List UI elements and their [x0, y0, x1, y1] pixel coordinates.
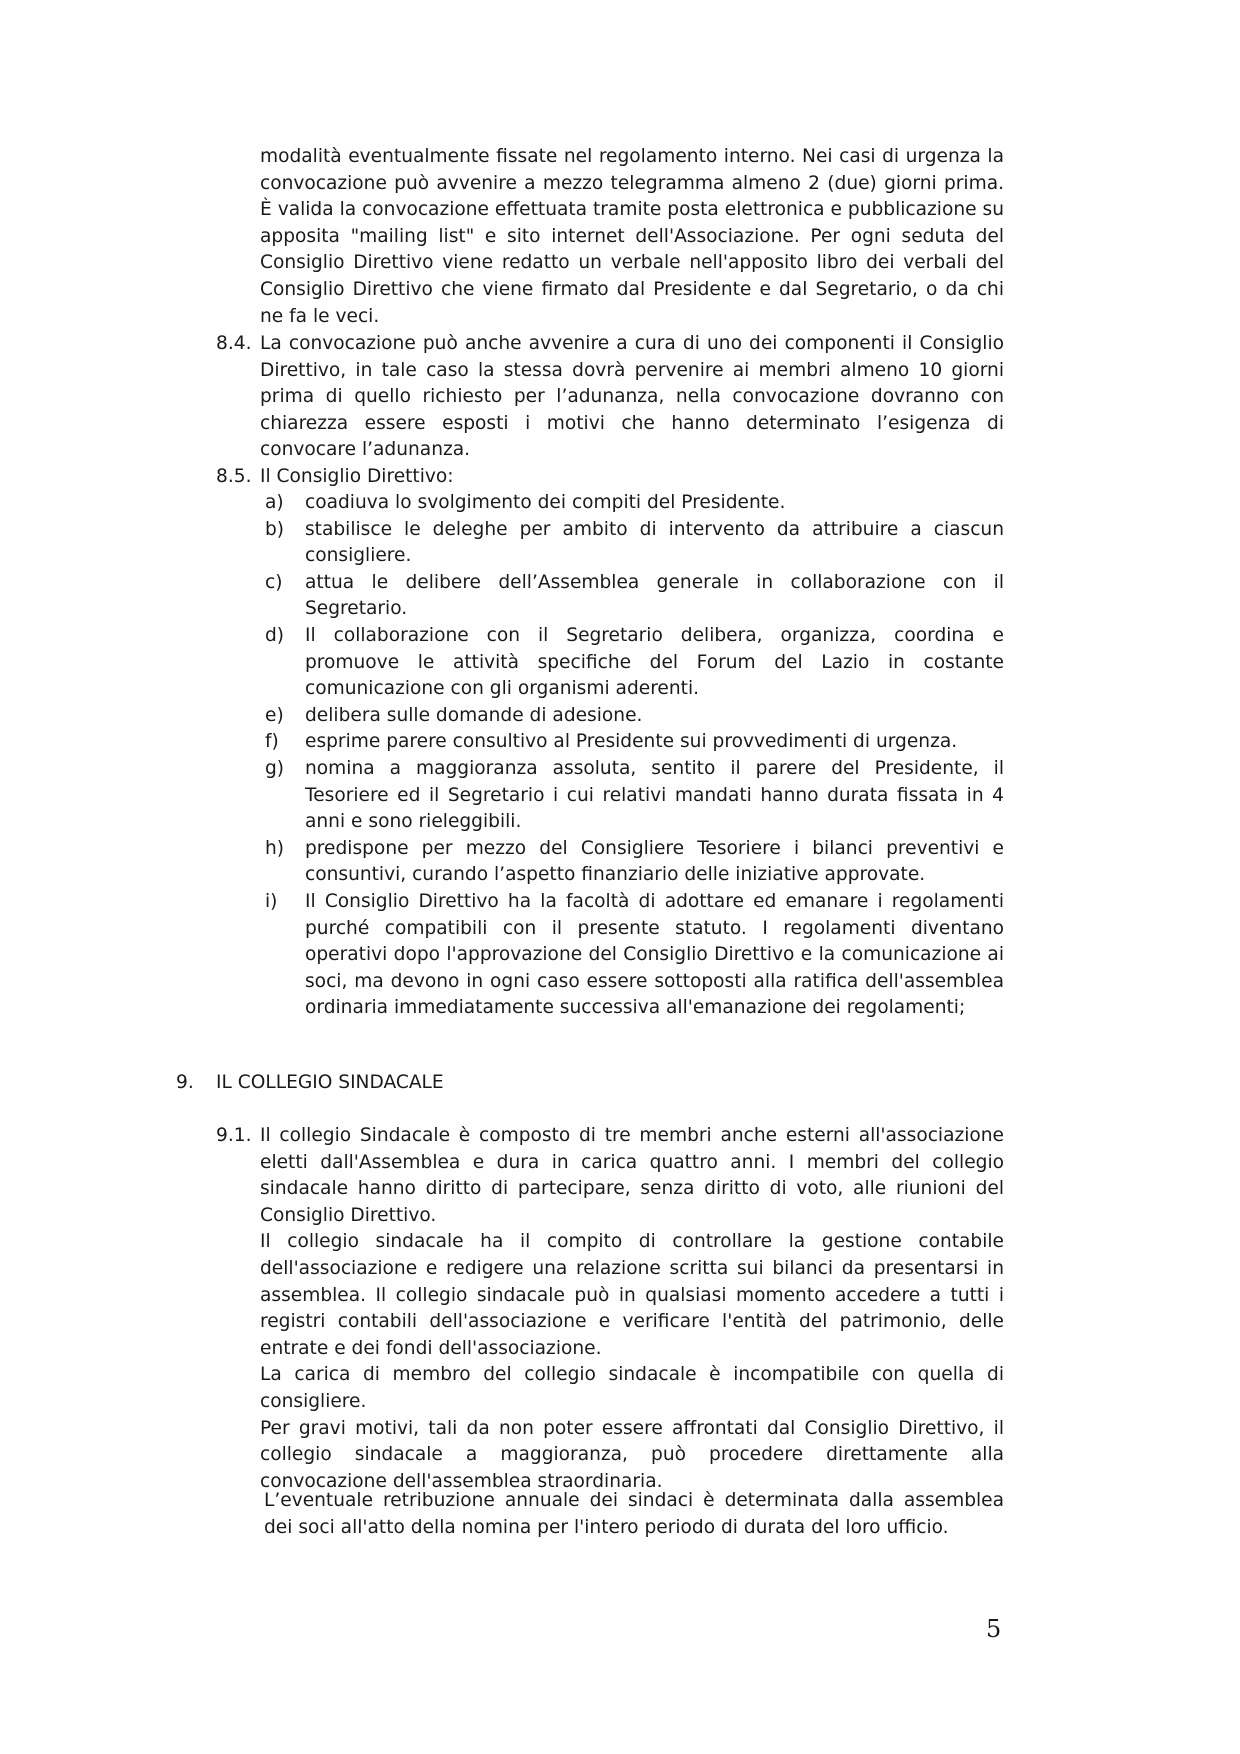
clause-paragraph: Il collegio sindacale ha il compito di controllare la gestione contabile dell'associazione e redigere una relazione scritta sui bilanci da presentarsi in assemblea. Il collegio sindacale può in qualsiasi momento accedere a tutti i registri contabili dell'associazione e verificare l'entità del patrimonio, delle entrate e dei fondi dell'associazione. — [260, 1231, 1004, 1359]
list-item-text: coadiuva lo svolgimento dei compiti del Presidente. — [305, 492, 786, 513]
continuation-paragraph: modalità eventualmente fissate nel regolamento interno. Nei casi di urgenza la convocazione può avvenire a mezzo telegramma almeno 2 (due) giorni prima. È valida la convocazione effettuata tramite posta elettronica e pubblicazione su apposita "mailing list" e sito internet dell'Associazione. Per ogni seduta del Consiglio Direttivo viene redatto un verbale nell'apposito libro dei verbali del Consiglio Direttivo che viene firmato dal Presidente e dal Segretario, o da chi ne fa le veci. — [260, 146, 1004, 327]
list-item-text: stabilisce le deleghe per ambito di intervento da attribuire a ciascun consigliere. — [305, 518, 1004, 567]
list-item-text: nomina a maggioranza assoluta, sentito il parere del Presidente, il Tesoriere ed il Segretario i cui relativi mandati hanno durata fissata in 4 anni e sono rieleggibili. — [305, 757, 1004, 833]
list-item-f — [265, 729, 1004, 756]
list-item-h — [265, 836, 1004, 889]
list-item-letter: d) — [265, 624, 285, 646]
list-item-letter: a) — [265, 492, 284, 513]
retribution-paragraph: L’eventuale retribuzione annuale dei sindaci è determinata dalla assemblea dei soci all'atto della nomina per l'intero periodo di durata del loro ufficio. — [264, 1490, 1004, 1538]
list-item-text: Il Consiglio Direttivo ha la facoltà di adottare ed emanare i regolamenti purché compatibili con il presente statuto. I regolamenti diventano operativi dopo l'approvazione del Consiglio Direttivo e la comunicazione ai soci, ma devono in ogni caso essere sottoposti alla ratifica dell'assemblea ordinaria immediatamente successiva all'emanazione dei regolamenti; — [305, 890, 1004, 1019]
list-item-letter: e) — [265, 704, 284, 726]
list-item-letter: c) — [265, 571, 283, 593]
clause-8-5-list — [265, 490, 1004, 1022]
list-item-letter: i) — [265, 890, 278, 912]
list-item-letter: g) — [265, 757, 285, 779]
section-number: 9. — [176, 1072, 194, 1093]
clause-8-5-number: 8.5. — [216, 466, 252, 487]
list-item-text: delibera sulle domande di adesione. — [305, 704, 643, 726]
list-item-i — [265, 889, 1004, 1022]
clause-8-4-number: 8.4. — [216, 333, 252, 354]
section-title: IL COLLEGIO SINDACALE — [216, 1072, 444, 1093]
list-item-text: attua le delibere dell’Assemblea generale in collaborazione con il Segretario. — [305, 571, 1004, 620]
list-item-text: predispone per mezzo del Consigliere Tesoriere i bilanci preventivi e consuntivi, curando l’aspetto finanziario delle iniziative approvate. — [305, 837, 1004, 886]
clause-8-5-intro: Il Consiglio Direttivo: — [260, 466, 454, 487]
list-item-e — [265, 703, 1004, 730]
page-number: 5 — [986, 1615, 1002, 1643]
section-heading — [176, 1070, 444, 1097]
list-item-text: esprime parere consultivo al Presidente sui provvedimenti di urgenza. — [305, 731, 958, 753]
list-item-text: Il collaborazione con il Segretario delibera, organizza, coordina e promuove le attività specifiche del Forum del Lazio in costante comunicazione con gli organismi aderenti. — [305, 624, 1004, 700]
clause-paragraph: Il collegio Sindacale è composto di tre membri anche esterni all'associazione eletti dall'Assemblea e dura in carica quattro anni. I membri del collegio sindacale hanno diritto di partecipare, senza diritto di voto, alle riunioni del Consiglio Direttivo. — [260, 1125, 1004, 1226]
list-item-b — [265, 517, 1004, 570]
clause-9-1-number: 9.1. — [216, 1125, 252, 1146]
list-item-letter: f) — [265, 731, 279, 753]
list-item-a — [265, 490, 1004, 517]
list-item-letter: b) — [265, 518, 285, 540]
clause-8-4-text: La convocazione può anche avvenire a cura di uno dei componenti il Consiglio Direttivo, in tale caso la stessa dovrà pervenire ai membri almeno 10 giorni prima di quello richiesto per l’adunanza, nella convocazione dovranno con chiarezza essere esposti i motivi che hanno determinato l’esigenza di convocare l’adunanza. — [260, 333, 1004, 461]
clause-9-1-body — [260, 1123, 1004, 1495]
list-item-c — [265, 570, 1004, 623]
clause-paragraph: La carica di membro del collegio sindacale è incompatibile con quella di consigliere. — [260, 1364, 1004, 1412]
list-item-g — [265, 756, 1004, 836]
list-item-d — [265, 623, 1004, 703]
clause-paragraph: Per gravi motivi, tali da non poter essere affrontati dal Consiglio Direttivo, il collegio sindacale a maggioranza, può procedere direttamente alla convocazione dell'assemblea straordinaria. — [260, 1417, 1004, 1492]
list-item-letter: h) — [265, 837, 285, 859]
